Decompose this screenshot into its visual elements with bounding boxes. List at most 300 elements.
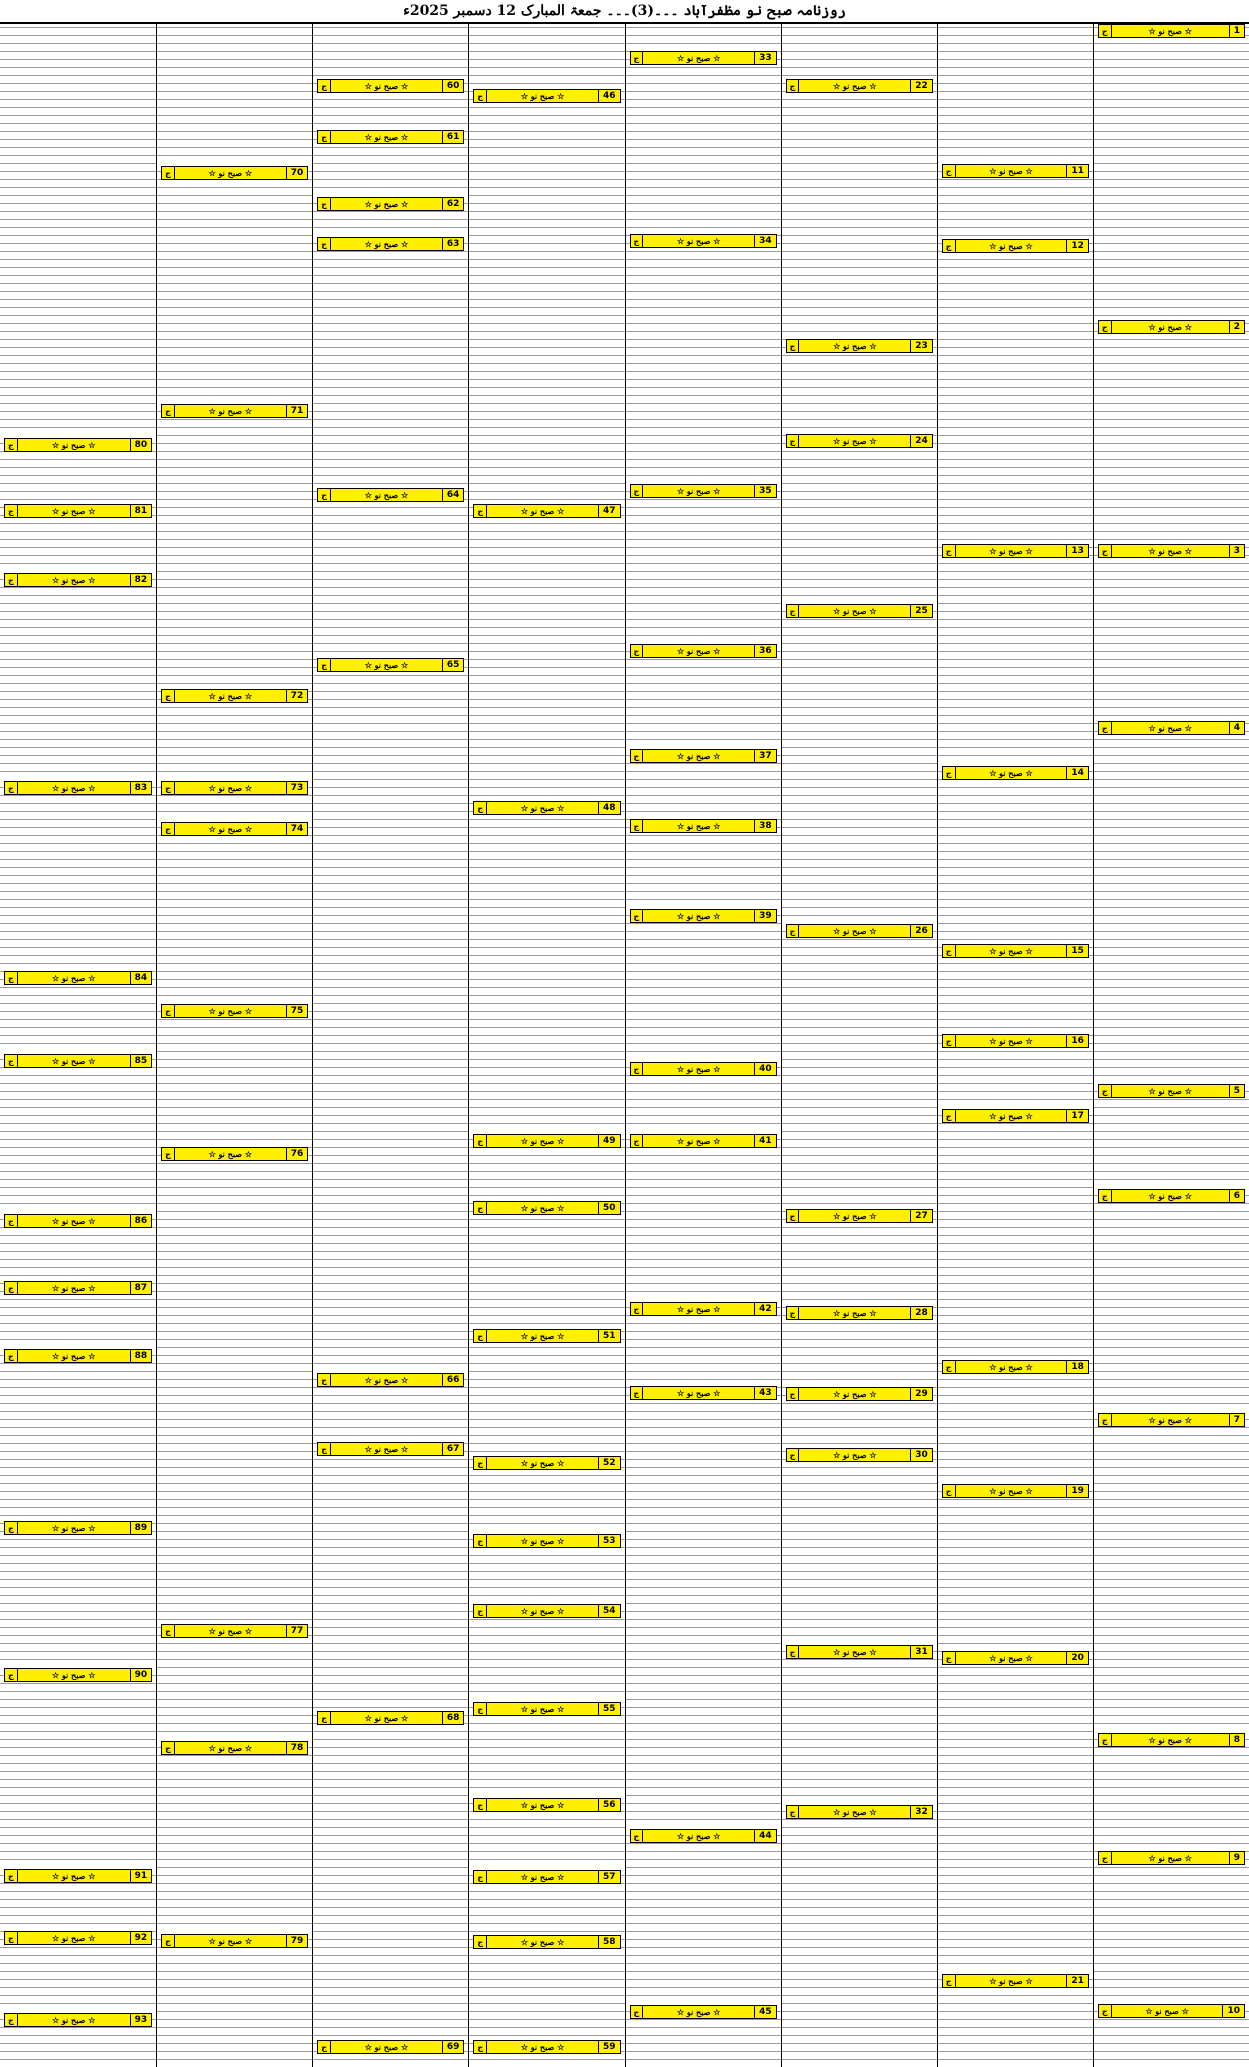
ad-header	[317, 197, 464, 211]
paper-logo-icon: ج	[474, 1871, 487, 1883]
ad-header	[630, 1829, 777, 1843]
ad-header	[942, 766, 1089, 780]
ad-number: 54	[598, 1605, 620, 1617]
ad-number: 45	[754, 2006, 776, 2018]
ad-number: 41	[754, 1135, 776, 1147]
ad-header	[473, 1534, 620, 1548]
ad-title: ☆ صبح نو ☆	[208, 168, 253, 178]
ad-number: 87	[130, 1282, 152, 1294]
ad-title: ☆ صبح نو ☆	[676, 2007, 721, 2017]
ad-title: ☆ صبح نو ☆	[520, 1800, 565, 1810]
ad-number: 10	[1222, 2005, 1244, 2017]
ad-number: 93	[130, 2014, 152, 2026]
ad-header	[786, 1645, 933, 1659]
ad-number: 35	[754, 485, 776, 497]
paper-logo-icon: ج	[318, 2041, 331, 2053]
ad-number: 21	[1066, 1975, 1088, 1987]
ad-number: 79	[286, 1935, 308, 1947]
paper-logo-icon: ج	[318, 80, 331, 92]
ad-number: 5	[1229, 1085, 1244, 1097]
ad-header	[630, 234, 777, 248]
ad-title: ☆ صبح نو ☆	[51, 1523, 96, 1533]
paper-logo-icon: ج	[631, 1387, 644, 1399]
ad-title: ☆ صبح نو ☆	[364, 132, 409, 142]
ad-header	[630, 1302, 777, 1316]
ad-header	[630, 1062, 777, 1076]
paper-logo-icon: ج	[162, 690, 175, 702]
paper-logo-icon: ج	[162, 782, 175, 794]
ad-header	[161, 1741, 308, 1755]
paper-logo-icon: ج	[631, 485, 644, 497]
classified-ads-page	[0, 24, 1249, 2067]
ad-header	[786, 434, 933, 448]
paper-logo-icon: ج	[1099, 1734, 1112, 1746]
ad-header	[4, 1668, 152, 1682]
ad-title: ☆ صبح نو ☆	[833, 341, 877, 351]
ad-header	[161, 689, 308, 703]
paper-logo-icon: ج	[474, 1799, 487, 1811]
ad-header	[630, 749, 777, 763]
newspaper-masthead	[0, 0, 1249, 24]
text-column	[468, 24, 624, 2067]
paper-logo-icon: ج	[787, 80, 800, 92]
ad-number: 15	[1066, 945, 1088, 957]
ad-number: 42	[754, 1303, 776, 1315]
ad-header	[473, 801, 620, 815]
paper-logo-icon: ج	[474, 802, 487, 814]
ad-number: 46	[598, 90, 620, 102]
ad-title: ☆ صبح نو ☆	[51, 440, 96, 450]
ad-header	[4, 504, 152, 518]
ad-header	[942, 1651, 1089, 1665]
ad-header	[4, 1349, 152, 1363]
ad-number: 90	[130, 1669, 152, 1681]
paper-logo-icon: ج	[5, 439, 18, 451]
paper-logo-icon: ج	[631, 1063, 644, 1075]
ad-header	[317, 2040, 464, 2054]
ad-header	[786, 1209, 933, 1223]
ad-title: ☆ صبح نو ☆	[989, 546, 1033, 556]
ad-header	[786, 924, 933, 938]
ad-header	[1098, 1413, 1245, 1427]
ad-title: ☆ صبح نو ☆	[989, 1486, 1033, 1496]
paper-logo-icon: ج	[787, 1806, 800, 1818]
ad-header	[473, 1201, 620, 1215]
ad-title: ☆ صبح نو ☆	[833, 81, 877, 91]
ad-header	[317, 237, 464, 251]
ad-number: 33	[754, 52, 776, 64]
ad-header	[630, 1386, 777, 1400]
paper-logo-icon: ج	[787, 1646, 800, 1658]
ad-title: ☆ صبح نو ☆	[1148, 26, 1192, 36]
paper-logo-icon: ج	[787, 1210, 800, 1222]
ad-header	[630, 2005, 777, 2019]
ad-title: ☆ صبح نو ☆	[833, 1389, 877, 1399]
ad-number: 34	[754, 235, 776, 247]
ad-title: ☆ صبح نو ☆	[364, 1713, 409, 1723]
ad-header	[942, 944, 1089, 958]
paper-logo-icon: ج	[318, 659, 331, 671]
paper-logo-icon: ج	[162, 405, 175, 417]
paper-logo-icon: ج	[318, 238, 331, 250]
ad-title: ☆ صبح نو ☆	[364, 1375, 409, 1385]
ad-title: ☆ صبح نو ☆	[364, 660, 409, 670]
ad-number: 39	[754, 910, 776, 922]
ad-number: 82	[130, 574, 152, 586]
paper-logo-icon: ج	[5, 972, 18, 984]
ad-title: ☆ صبح نو ☆	[51, 1216, 96, 1226]
ad-number: 63	[442, 238, 464, 250]
ad-number: 57	[598, 1871, 620, 1883]
ad-header	[942, 164, 1089, 178]
ad-title: ☆ صبح نو ☆	[833, 926, 877, 936]
ad-title: ☆ صبح نو ☆	[51, 1871, 96, 1881]
ad-number: 77	[286, 1625, 308, 1637]
ad-title: ☆ صبح نو ☆	[989, 1111, 1033, 1121]
text-column	[781, 24, 937, 2067]
ad-number: 50	[598, 1202, 620, 1214]
ad-header	[161, 1624, 308, 1638]
paper-logo-icon: ج	[5, 1932, 18, 1944]
ad-number: 84	[130, 972, 152, 984]
paper-logo-icon: ج	[943, 240, 956, 252]
ad-title: ☆ صبح نو ☆	[1148, 1086, 1192, 1096]
ad-title: ☆ صبح نو ☆	[208, 691, 253, 701]
ad-number: 65	[442, 659, 464, 671]
ad-number: 36	[754, 645, 776, 657]
ad-header	[942, 1034, 1089, 1048]
ad-number: 83	[130, 782, 152, 794]
ad-header	[317, 1711, 464, 1725]
ad-number: 60	[442, 80, 464, 92]
text-column	[937, 24, 1093, 2067]
ad-title: ☆ صبح نو ☆	[520, 91, 565, 101]
ad-number: 32	[910, 1806, 932, 1818]
ad-title: ☆ صبح نو ☆	[676, 821, 721, 831]
paper-logo-icon: ج	[787, 925, 800, 937]
ad-number: 52	[598, 1457, 620, 1469]
ad-header	[473, 1456, 620, 1470]
ad-header	[1098, 1084, 1245, 1098]
ad-number: 81	[130, 505, 152, 517]
ad-header	[942, 239, 1089, 253]
paper-logo-icon: ج	[474, 1703, 487, 1715]
ad-number: 58	[598, 1936, 620, 1948]
ad-title: ☆ صبح نو ☆	[833, 1308, 877, 1318]
ad-title: ☆ صبح نو ☆	[364, 490, 409, 500]
paper-logo-icon: ج	[787, 1307, 800, 1319]
ad-number: 30	[910, 1449, 932, 1461]
paper-logo-icon: ج	[474, 2041, 487, 2053]
paper-logo-icon: ج	[318, 489, 331, 501]
ad-number: 44	[754, 1830, 776, 1842]
ad-number: 47	[598, 505, 620, 517]
ad-number: 48	[598, 802, 620, 814]
paper-logo-icon: ج	[162, 1148, 175, 1160]
paper-logo-icon: ج	[1099, 1414, 1112, 1426]
paper-logo-icon: ج	[943, 1361, 956, 1373]
ad-number: 70	[286, 167, 308, 179]
ad-title: ☆ صبح نو ☆	[208, 1006, 253, 1016]
ad-title: ☆ صبح نو ☆	[520, 803, 565, 813]
ad-header	[317, 1442, 464, 1456]
ad-title: ☆ صبح نو ☆	[208, 1149, 253, 1159]
paper-logo-icon: ج	[162, 1742, 175, 1754]
ad-number: 6	[1229, 1190, 1244, 1202]
ad-title: ☆ صبح نو ☆	[520, 506, 565, 516]
ad-number: 4	[1229, 722, 1244, 734]
ad-number: 26	[910, 925, 932, 937]
ad-number: 88	[130, 1350, 152, 1362]
ad-number: 61	[442, 131, 464, 143]
ad-header	[942, 1484, 1089, 1498]
paper-logo-icon: ج	[318, 198, 331, 210]
ad-title: ☆ صبح نو ☆	[364, 1444, 409, 1454]
paper-logo-icon: ج	[474, 1330, 487, 1342]
paper-logo-icon: ج	[943, 165, 956, 177]
ad-number: 78	[286, 1742, 308, 1754]
ad-number: 40	[754, 1063, 776, 1075]
paper-logo-icon: ج	[5, 1215, 18, 1227]
ad-header	[317, 488, 464, 502]
ad-title: ☆ صبح نو ☆	[1148, 1853, 1192, 1863]
paper-logo-icon: ج	[943, 1652, 956, 1664]
ad-header	[1098, 544, 1245, 558]
ad-number: 62	[442, 198, 464, 210]
ad-header	[473, 2040, 620, 2054]
paper-logo-icon: ج	[5, 505, 18, 517]
paper-logo-icon: ج	[1099, 2005, 1112, 2017]
paper-logo-icon: ج	[162, 167, 175, 179]
ad-number: 91	[130, 1870, 152, 1882]
ad-title: ☆ صبح نو ☆	[676, 1304, 721, 1314]
ad-title: ☆ صبح نو ☆	[51, 1283, 96, 1293]
paper-logo-icon: ج	[1099, 25, 1112, 37]
ad-title: ☆ صبح نو ☆	[51, 1933, 96, 1943]
paper-logo-icon: ج	[5, 2014, 18, 2026]
ad-header	[161, 822, 308, 836]
ad-title: ☆ صبح نو ☆	[208, 1936, 253, 1946]
ad-title: ☆ صبح نو ☆	[520, 1704, 565, 1714]
ad-header	[161, 404, 308, 418]
ad-number: 73	[286, 782, 308, 794]
ad-number: 13	[1066, 545, 1088, 557]
ad-title: ☆ صبح نو ☆	[520, 1203, 565, 1213]
ad-title: ☆ صبح نو ☆	[676, 1388, 721, 1398]
ad-header	[1098, 1733, 1245, 1747]
paper-logo-icon: ج	[787, 1449, 800, 1461]
ad-number: 69	[442, 2041, 464, 2053]
paper-logo-icon: ج	[5, 1870, 18, 1882]
paper-logo-icon: ج	[943, 1975, 956, 1987]
ad-header	[1098, 320, 1245, 334]
paper-logo-icon: ج	[943, 1035, 956, 1047]
ad-header	[4, 438, 152, 452]
ad-number: 37	[754, 750, 776, 762]
ad-title: ☆ صبح نو ☆	[676, 486, 721, 496]
ad-number: 17	[1066, 1110, 1088, 1122]
ad-title: ☆ صبح نو ☆	[51, 575, 96, 585]
ad-header	[4, 1214, 152, 1228]
ad-title: ☆ صبح نو ☆	[51, 1056, 96, 1066]
paper-logo-icon: ج	[787, 1388, 800, 1400]
ad-header	[317, 1373, 464, 1387]
ad-header	[1098, 721, 1245, 735]
ad-header	[786, 604, 933, 618]
paper-logo-icon: ج	[1099, 722, 1112, 734]
ad-number: 29	[910, 1388, 932, 1400]
ad-header	[161, 166, 308, 180]
ad-title: ☆ صبح نو ☆	[520, 1136, 565, 1146]
paper-logo-icon: ج	[162, 1005, 175, 1017]
ad-header	[161, 781, 308, 795]
ad-number: 1	[1229, 25, 1244, 37]
ad-title: ☆ صبح نو ☆	[833, 1211, 877, 1221]
ad-header	[1098, 2004, 1245, 2018]
ad-header	[4, 1931, 152, 1945]
ad-number: 67	[442, 1443, 464, 1455]
ad-number: 18	[1066, 1361, 1088, 1373]
paper-logo-icon: ج	[631, 2006, 644, 2018]
ad-number: 2	[1229, 321, 1244, 333]
paper-logo-icon: ج	[162, 1935, 175, 1947]
ad-header	[1098, 1851, 1245, 1865]
ad-title: ☆ صبح نو ☆	[989, 241, 1033, 251]
ad-title: ☆ صبح نو ☆	[833, 1807, 877, 1817]
ad-number: 76	[286, 1148, 308, 1160]
paper-logo-icon: ج	[631, 1135, 644, 1147]
paper-logo-icon: ج	[943, 945, 956, 957]
ad-header	[161, 1147, 308, 1161]
ad-title: ☆ صبح نو ☆	[208, 783, 253, 793]
paper-logo-icon: ج	[631, 52, 644, 64]
ad-number: 3	[1229, 545, 1244, 557]
ad-title: ☆ صبح نو ☆	[1148, 546, 1192, 556]
ad-header	[4, 573, 152, 587]
ad-header	[4, 971, 152, 985]
ad-title: ☆ صبح نو ☆	[989, 1976, 1033, 1986]
ad-number: 86	[130, 1215, 152, 1227]
paper-logo-icon: ج	[631, 910, 644, 922]
ad-number: 43	[754, 1387, 776, 1399]
ad-title: ☆ صبح نو ☆	[364, 239, 409, 249]
ad-title: ☆ صبح نو ☆	[676, 911, 721, 921]
paper-logo-icon: ج	[943, 1110, 956, 1122]
ad-title: ☆ صبح نو ☆	[364, 199, 409, 209]
ad-number: 51	[598, 1330, 620, 1342]
ad-header	[4, 2013, 152, 2027]
paper-logo-icon: ج	[5, 574, 18, 586]
paper-logo-icon: ج	[631, 645, 644, 657]
ad-header	[161, 1004, 308, 1018]
ad-title: ☆ صبح نو ☆	[51, 1670, 96, 1680]
ad-number: 59	[598, 2041, 620, 2053]
ad-title: ☆ صبح نو ☆	[208, 406, 253, 416]
text-column	[0, 24, 156, 2067]
ad-number: 12	[1066, 240, 1088, 252]
ad-title: ☆ صبح نو ☆	[520, 1872, 565, 1882]
paper-logo-icon: ج	[787, 340, 800, 352]
ad-number: 24	[910, 435, 932, 447]
ad-number: 49	[598, 1135, 620, 1147]
ad-title: ☆ صبح نو ☆	[520, 1536, 565, 1546]
paper-logo-icon: ج	[1099, 1852, 1112, 1864]
ad-header	[1098, 24, 1245, 38]
ad-title: ☆ صبح نو ☆	[208, 1626, 253, 1636]
ad-number: 89	[130, 1522, 152, 1534]
paper-logo-icon: ج	[5, 1669, 18, 1681]
ad-number: 16	[1066, 1035, 1088, 1047]
ad-header	[942, 1360, 1089, 1374]
paper-logo-icon: ج	[1099, 1085, 1112, 1097]
ad-header	[630, 644, 777, 658]
ad-number: 19	[1066, 1485, 1088, 1497]
ad-title: ☆ صبح نو ☆	[1148, 723, 1192, 733]
ad-title: ☆ صبح نو ☆	[520, 1937, 565, 1947]
ad-title: ☆ صبح نو ☆	[989, 1362, 1033, 1372]
ad-title: ☆ صبح نو ☆	[989, 166, 1033, 176]
ad-header	[4, 1054, 152, 1068]
ad-number: 74	[286, 823, 308, 835]
paper-logo-icon: ج	[943, 1485, 956, 1497]
ad-number: 8	[1229, 1734, 1244, 1746]
ad-number: 80	[130, 439, 152, 451]
paper-logo-icon: ج	[1099, 1190, 1112, 1202]
paper-logo-icon: ج	[474, 1202, 487, 1214]
paper-logo-icon: ج	[631, 1830, 644, 1842]
paper-logo-icon: ج	[318, 1712, 331, 1724]
ad-title: ☆ صبح نو ☆	[676, 751, 721, 761]
ad-title: ☆ صبح نو ☆	[676, 53, 721, 63]
paper-logo-icon: ج	[5, 782, 18, 794]
text-column	[1093, 24, 1249, 2067]
ad-title: ☆ صبح نو ☆	[208, 1743, 253, 1753]
paper-logo-icon: ج	[5, 1522, 18, 1534]
ad-number: 92	[130, 1932, 152, 1944]
ad-title: ☆ صبح نو ☆	[989, 768, 1033, 778]
ad-title: ☆ صبح نو ☆	[208, 824, 253, 834]
paper-logo-icon: ج	[1099, 321, 1112, 333]
ad-number: 53	[598, 1535, 620, 1547]
ad-header	[473, 1134, 620, 1148]
ad-number: 22	[910, 80, 932, 92]
ad-header	[786, 1306, 933, 1320]
ad-number: 20	[1066, 1652, 1088, 1664]
ad-number: 64	[442, 489, 464, 501]
masthead-text: روزنامہ صبح نو مظفرآباد ۔۔۔(3)۔۔۔ جمعۃ المبارک 12 دسمبر 2025ء	[403, 3, 846, 19]
ad-title: ☆ صبح نو ☆	[520, 1606, 565, 1616]
ad-header	[317, 79, 464, 93]
ad-title: ☆ صبح نو ☆	[989, 946, 1033, 956]
ad-header	[317, 658, 464, 672]
paper-logo-icon: ج	[943, 767, 956, 779]
ad-title: ☆ صبح نو ☆	[676, 1064, 721, 1074]
ad-header	[473, 1329, 620, 1343]
paper-logo-icon: ج	[631, 235, 644, 247]
ad-header	[4, 1521, 152, 1535]
paper-logo-icon: ج	[474, 1936, 487, 1948]
ad-header	[630, 51, 777, 65]
ad-header	[4, 1281, 152, 1295]
ad-header	[161, 1934, 308, 1948]
paper-logo-icon: ج	[318, 1443, 331, 1455]
ad-number: 55	[598, 1703, 620, 1715]
ad-header	[473, 89, 620, 103]
ad-header	[786, 79, 933, 93]
ad-number: 71	[286, 405, 308, 417]
ad-number: 25	[910, 605, 932, 617]
ad-title: ☆ صبح نو ☆	[833, 1647, 877, 1657]
